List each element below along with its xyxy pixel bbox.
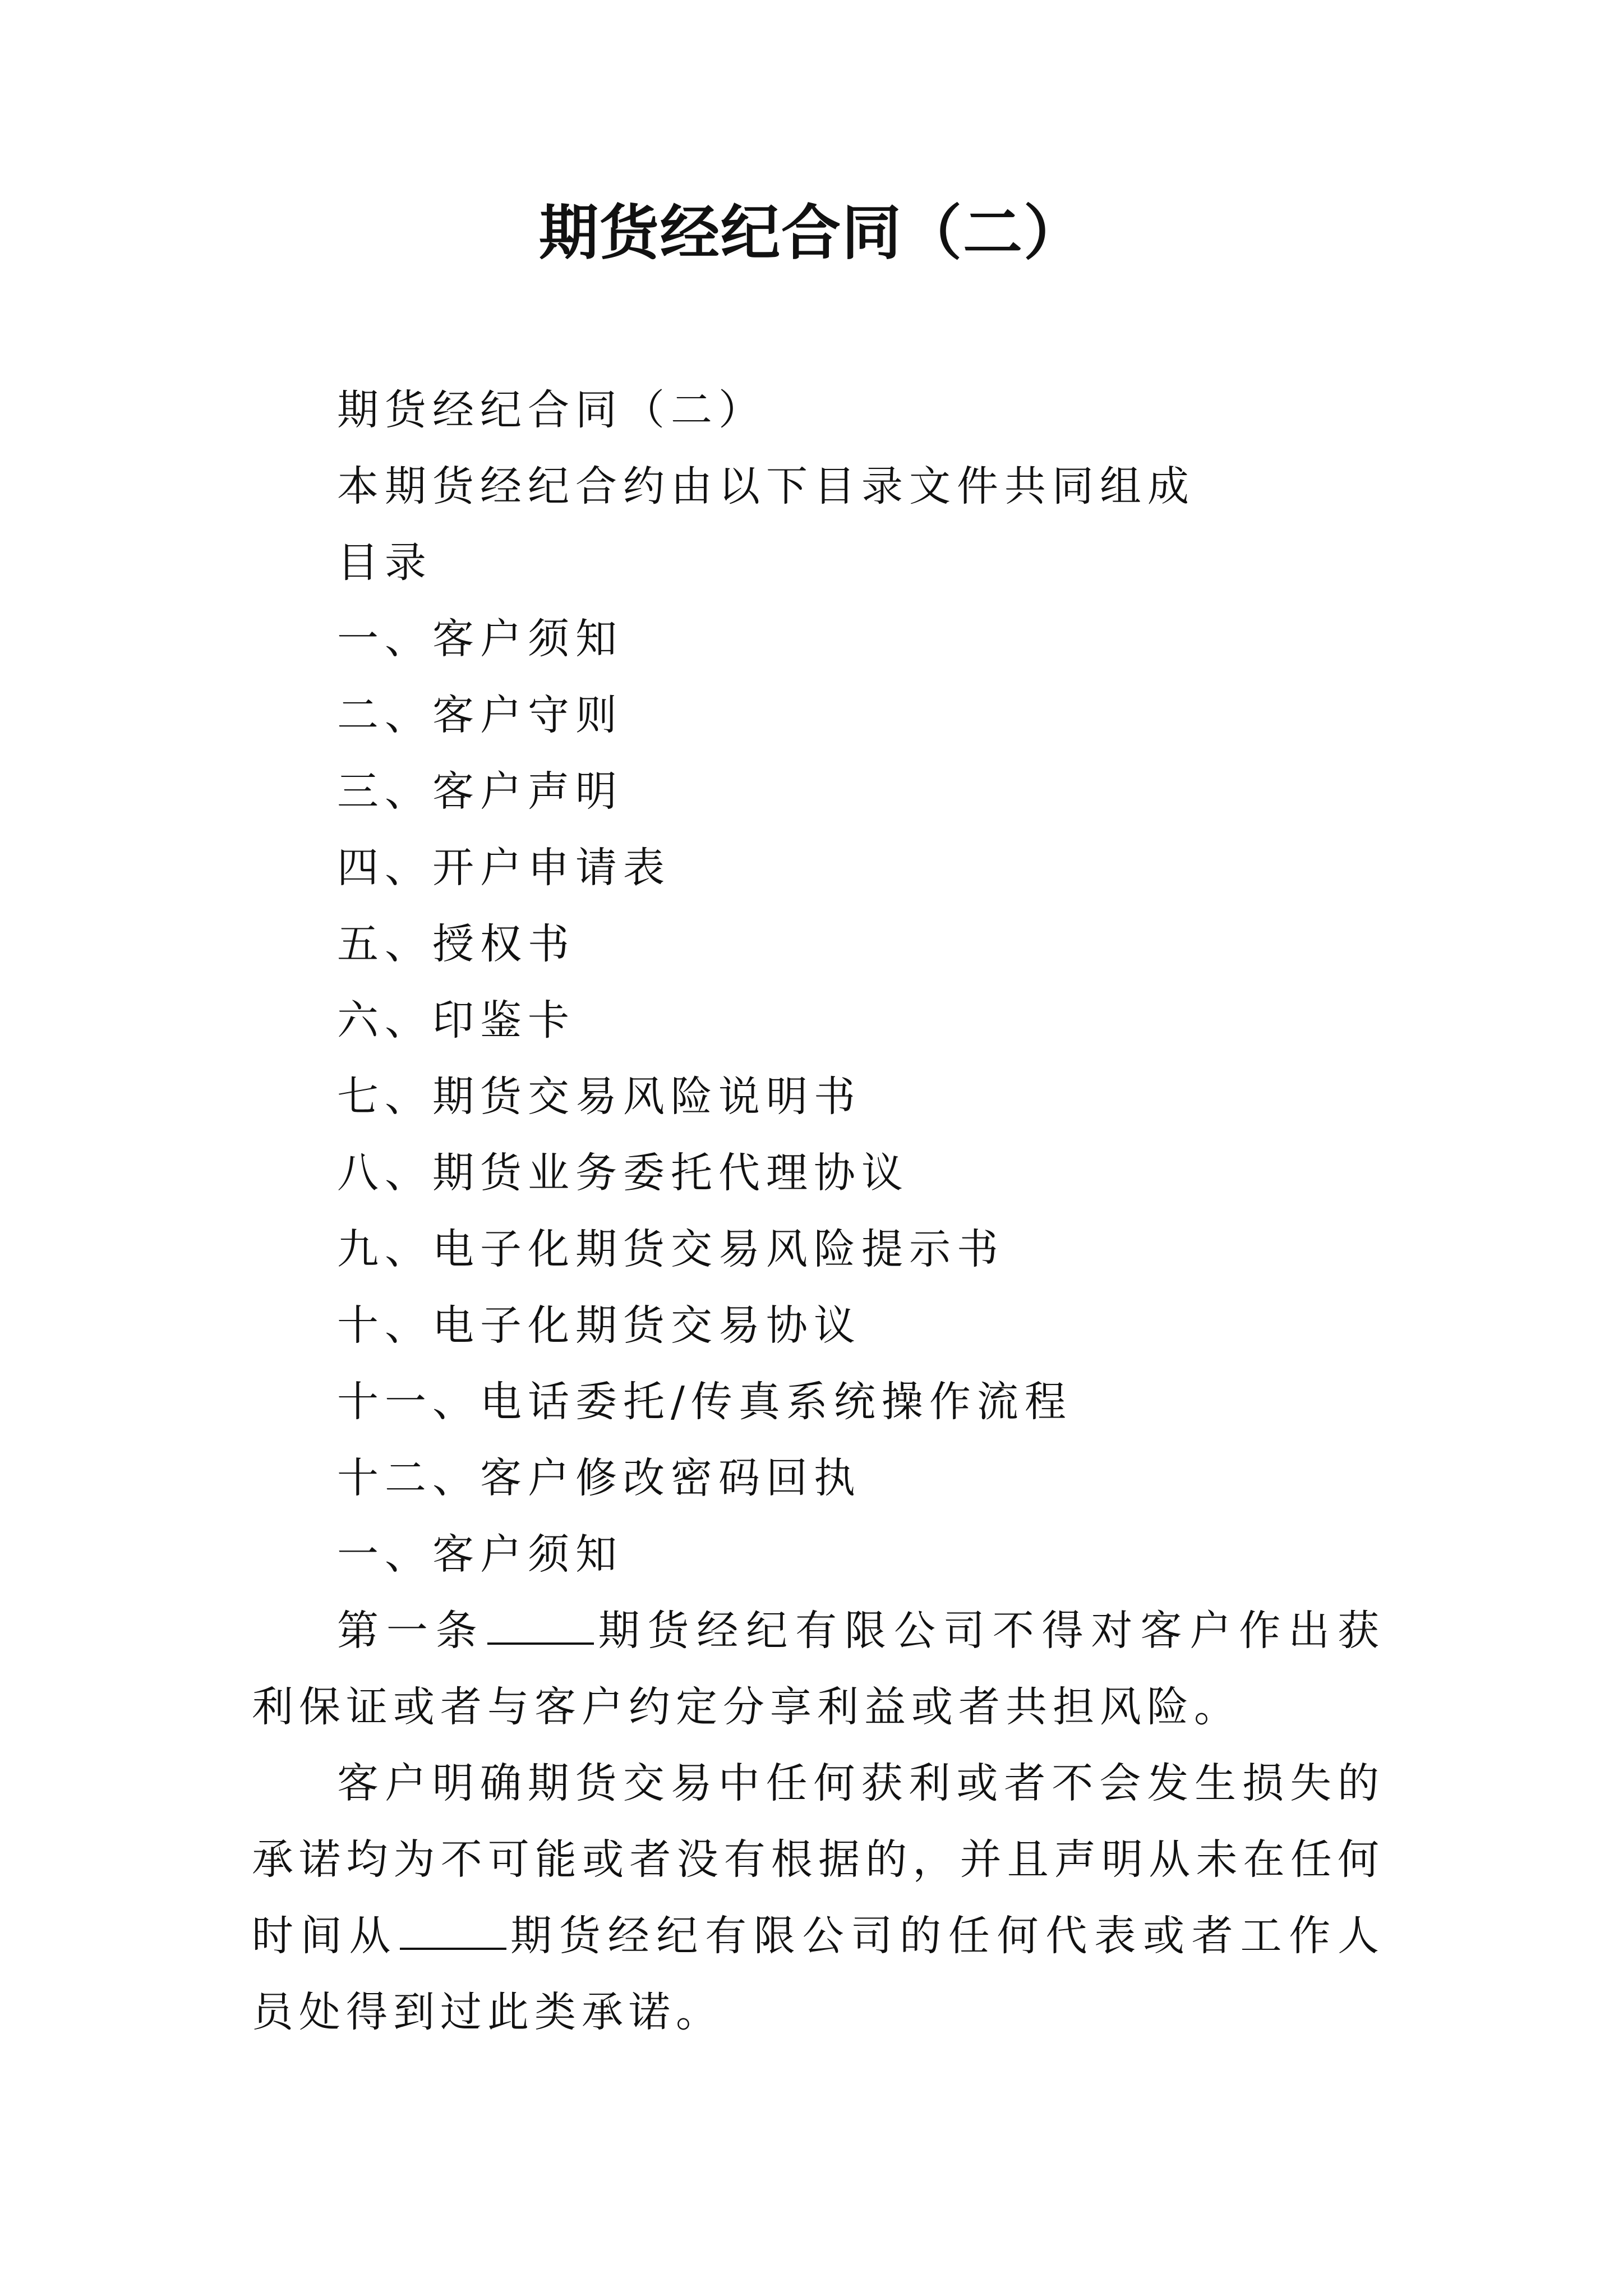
article-1-paragraph xyxy=(252,1593,1385,1745)
toc-item: 六、印鉴卡 xyxy=(337,996,575,1045)
fill-in-blank xyxy=(400,1915,506,1950)
toc-item: 十二、客户修改密码回执 xyxy=(337,1454,861,1502)
toc-heading: 目录 xyxy=(337,539,432,587)
toc-item: 九、电子化期货交易风险提示书 xyxy=(337,1225,1004,1273)
toc-item: 一、客户须知 xyxy=(337,615,623,663)
toc-item: 七、期货交易风险说明书 xyxy=(337,1073,861,1121)
toc-item: 十一、电话委托/传真系统操作流程 xyxy=(337,1378,1072,1426)
toc-item: 三、客户声明 xyxy=(337,767,623,816)
section-heading: 一、客户须知 xyxy=(337,1530,623,1579)
disclaimer-text-before-blank: 客户明确期货交易中任何获利或者不会发生损失的承诺均为不可能或者没有根据的，并且声明从未在任何时间从 xyxy=(252,1759,1385,1960)
toc-item: 五、授权书 xyxy=(337,920,575,968)
toc-item: 十、电子化期货交易协议 xyxy=(337,1301,861,1350)
fill-in-blank xyxy=(487,1610,594,1645)
disclaimer-paragraph xyxy=(252,1745,1385,2050)
article-1-text: 期货经纪有限公司不得对客户作出获利保证或者与客户约定分享利益或者共担风险。 xyxy=(252,1607,1385,1731)
intro-line: 期货经纪合同（二） xyxy=(337,386,766,434)
toc-item: 八、期货业务委托代理协议 xyxy=(337,1149,909,1197)
article-1-prefix: 第一条 xyxy=(337,1607,485,1655)
toc-item: 二、客户守则 xyxy=(337,691,623,739)
disclaimer-text-after-blank: 期货经纪有限公司的任何代表或者工作人员处得到过此类承诺。 xyxy=(252,1912,1385,2036)
toc-item: 四、开户申请表 xyxy=(337,844,671,892)
document-body xyxy=(252,372,1385,2050)
document-title: 期货经纪合同（二） xyxy=(539,197,1084,268)
intro-line: 本期货经纪合约由以下目录文件共同组成 xyxy=(337,462,1195,510)
